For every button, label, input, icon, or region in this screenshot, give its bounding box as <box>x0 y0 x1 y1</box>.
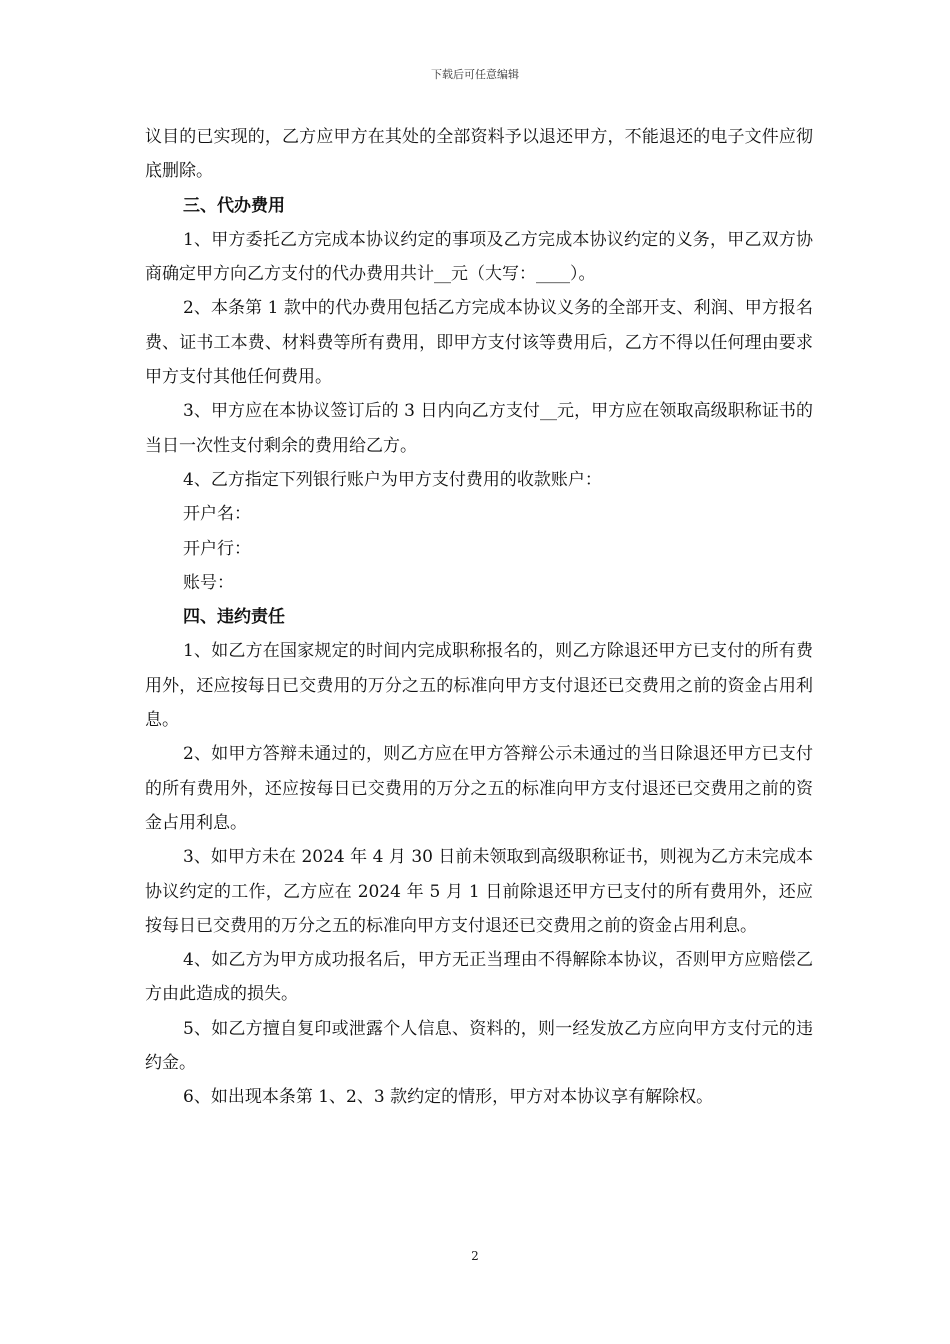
account-number-line: 账号： <box>183 572 234 593</box>
page-number: 2 <box>471 1249 479 1263</box>
clause-4-3: 3、如甲方未在 2024 年 4 月 30 日前未领取到高级职称证书，则视为乙方未完成本协议约定的工作，乙方应在 2024 年 5 月 1 日前除退还甲方已支付的所有费用外，还应按每日已交费用的万分之五的标准向甲方支付退还已交费用之前的资金占用利息。 <box>145 847 813 936</box>
clause-3-2: 2、本条第 1 款中的代办费用包括乙方完成本协议义务的全部开支、利润、甲方报名费、证书工本费、材料费等所有费用，即甲方支付该等费用后，乙方不得以任何理由要求甲方支付其他任何费用。 <box>145 298 813 388</box>
page-header: 下载后可任意编辑 <box>431 68 519 81</box>
clause-3-4: 4、乙方指定下列银行账户为甲方支付费用的收款账户： <box>183 469 602 490</box>
clause-4-4: 4、如乙方为甲方成功报名后，甲方无正当理由不得解除本协议，否则甲方应赔偿乙方由此造成的损失。 <box>145 950 813 1005</box>
section-heading-breach: 四、违约责任 <box>183 607 285 628</box>
clause-3-3: 3、甲方应在本协议签订后的 3 日内向乙方支付__元，甲方应在领取高级职称证书的当日一次性支付剩余的费用给乙方。 <box>145 401 813 456</box>
clause-3-1: 1、甲方委托乙方完成本协议约定的事项及乙方完成本协议约定的义务，甲乙双方协商确定甲方向乙方支付的代办费用共计__元（大写：____）。 <box>145 229 813 285</box>
clause-4-2: 2、如甲方答辩未通过的，则乙方应在甲方答辩公示未通过的当日除退还甲方已支付的所有费用外，还应按每日已交费用的万分之五的标准向甲方支付退还已交费用之前的资金占用利息。 <box>145 744 813 833</box>
clause-4-5: 5、如乙方擅自复印或泄露个人信息、资料的，则一经发放乙方应向甲方支付元的违约金。 <box>145 1018 813 1074</box>
clause-4-6: 6、如出现本条第 1、2、3 款约定的情形，甲方对本协议享有解除权。 <box>183 1087 714 1108</box>
document-body <box>145 120 813 1115</box>
account-name-line: 开户名： <box>183 504 251 525</box>
bank-name-line: 开户行： <box>183 538 251 559</box>
section-heading-fees: 三、代办费用 <box>183 195 285 216</box>
paragraph-continuation: 议目的已实现的，乙方应甲方在其处的全部资料予以退还甲方，不能退还的电子文件应彻底删除。 <box>145 127 813 182</box>
clause-4-1: 1、如乙方在国家规定的时间内完成职称报名的，则乙方除退还甲方已支付的所有费用外，还应按每日已交费用的万分之五的标准向甲方支付退还已交费用之前的资金占用利息。 <box>145 641 813 731</box>
